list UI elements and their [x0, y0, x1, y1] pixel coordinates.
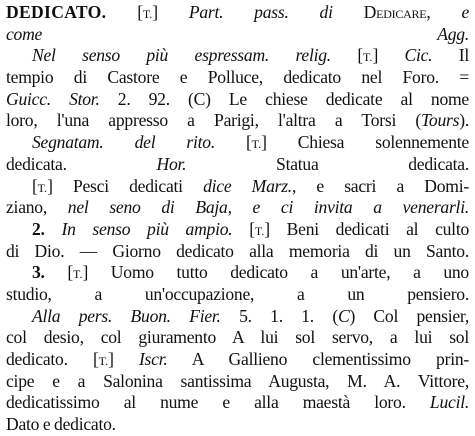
source-tag: T. — [98, 354, 109, 368]
text-segment: dedicata. — [6, 153, 157, 174]
italic-text: C — [337, 305, 350, 326]
text-segment: ] Uomo tutto dedicato a un'arte, a uno — [82, 262, 469, 283]
text-segment: [ — [106, 2, 143, 22]
entry-line — [6, 132, 469, 154]
text-segment: , e sacri a Domi- — [291, 175, 469, 196]
entry-line — [6, 371, 469, 393]
italic-text: Cic. — [404, 45, 433, 66]
source-tag: T. — [37, 180, 48, 195]
text-segment: [ — [44, 262, 74, 283]
entry-line — [6, 262, 469, 284]
cross-reference: Dedicare — [363, 2, 427, 22]
text-segment: ] — [108, 349, 139, 369]
text-segment: col desio, col giuramento A lui sol servo, a lui sol — [6, 327, 469, 348]
entry-line — [6, 306, 469, 328]
headword: DEDICATO. — [6, 2, 107, 22]
text-segment: tempio di Castore e Polluce, dedicato nel Foro. = — [6, 67, 469, 88]
text-segment: Dato e dedicato. — [6, 414, 116, 435]
text-segment: ) Col pensier, — [349, 305, 469, 326]
italic-text: Lucil. — [429, 392, 469, 413]
text-segment: dedicatissimo al nume e alla maestà loro. — [6, 392, 430, 413]
italic-text: Tours — [421, 110, 460, 131]
italic-text: In senso più ampio. — [61, 218, 233, 239]
text-segment: dedicato. [ — [6, 349, 99, 369]
entry-line — [6, 241, 469, 263]
text-segment: ] Chiesa solennemente — [261, 132, 469, 153]
text-segment: [ — [214, 132, 252, 153]
text-segment: [ — [330, 45, 363, 66]
text-segment: 2. 92. (C) Le chiese dedicate al nome — [99, 88, 469, 109]
text-segment: studio, a un'occupazione, a un pensiero. — [6, 283, 469, 304]
text-segment: , — [426, 2, 462, 22]
italic-text: e — [461, 2, 469, 22]
italic-text: come Agg. — [6, 23, 469, 44]
text-segment: [ — [232, 218, 255, 239]
entry-line — [6, 176, 469, 198]
italic-text: Part. pass. di — [188, 2, 364, 22]
source-tag: T. — [73, 267, 83, 282]
italic-text: Guicc. Stor. — [6, 88, 100, 109]
text-segment: [ — [32, 175, 38, 196]
entry-line — [6, 89, 469, 111]
entry-line — [6, 392, 469, 414]
entry-line — [6, 110, 469, 132]
entry-line — [6, 197, 469, 219]
text-segment: ] — [152, 2, 189, 22]
entry-line — [6, 2, 469, 24]
text-segment: 5. 1. 1. ( — [220, 305, 338, 326]
text-segment: loro, l'una appresso a Parigi, l'altra a Torsi ( — [6, 110, 422, 131]
entry-line — [6, 349, 469, 371]
text-segment: ] — [372, 45, 405, 66]
text-segment: cipe e a Salonina santissima Augusta, M. A. Vittore, — [6, 370, 469, 391]
source-tag: T. — [362, 50, 373, 65]
italic-text: Segnatam. del rito. — [32, 132, 215, 153]
source-tag: T. — [254, 223, 265, 238]
entry-line — [6, 219, 469, 241]
entry-line — [6, 327, 469, 349]
sense-number: 2. — [32, 218, 45, 239]
text-segment: A Gallieno clementissimo prin- — [167, 349, 469, 369]
text-segment: Statua dedicata. — [186, 153, 469, 174]
italic-text: dice Marz. — [203, 175, 292, 196]
entry-line — [6, 67, 469, 89]
entry-line — [6, 45, 469, 67]
italic-text: Alla pers. Buon. Fier. — [32, 305, 221, 326]
text-segment — [45, 219, 62, 239]
text-segment: di Dio. — Giorno dedicato alla memoria di un Santo. — [6, 240, 469, 261]
entry-line — [6, 284, 469, 306]
text-segment: ). — [459, 110, 469, 131]
text-segment: ] Beni dedicati al culto — [264, 218, 469, 239]
text-segment: ziano, — [6, 197, 68, 218]
source-tag: T. — [142, 7, 153, 21]
entry-line — [6, 414, 469, 436]
text-segment: Il — [432, 45, 469, 66]
italic-text: Iscr. — [138, 349, 168, 369]
entry-line — [6, 24, 469, 46]
entry-line — [6, 154, 469, 176]
italic-text: Nel senso più espressam. relig. — [32, 45, 331, 66]
italic-text: nel seno di Baja, e ci invita a venerarli. — [67, 197, 469, 218]
italic-text: Hor. — [156, 153, 187, 174]
text-segment: ] Pesci dedicati — [47, 175, 204, 196]
source-tag: T. — [251, 137, 262, 152]
sense-number: 3. — [32, 262, 45, 283]
